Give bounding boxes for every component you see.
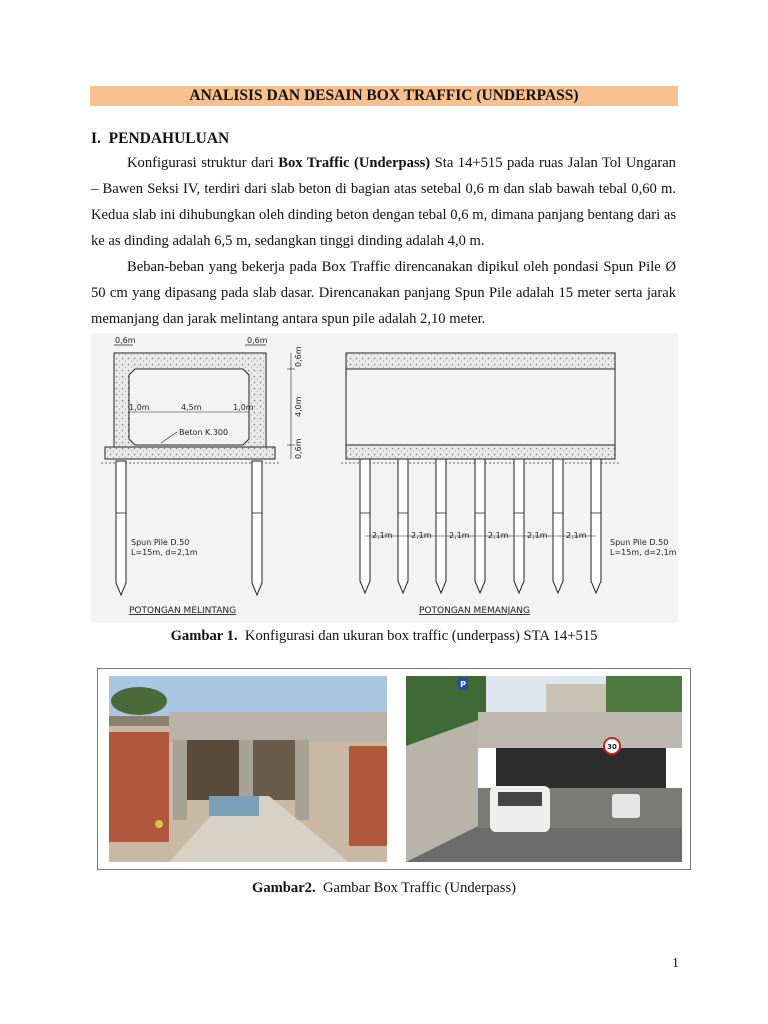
height-top-dim: 0,6m [294, 346, 303, 367]
long-section-label: POTONGAN MEMANJANG [419, 606, 531, 616]
pile-spacing-3: 2,1m [449, 531, 470, 540]
cross-pile-label-1: Spun Pile D.50 [131, 538, 190, 547]
parking-sign-text: P [460, 680, 466, 689]
span-dim: 4,5m [181, 403, 202, 412]
box-traffic-cad-drawing [91, 333, 678, 623]
bottom-slab-long [346, 445, 615, 459]
construction-photo [109, 676, 387, 862]
wall-right-dim: 0,6m [247, 336, 268, 345]
document-title: ANALISIS DAN DESAIN BOX TRAFFIC (UNDERPASS) [90, 86, 678, 106]
wall-left-dim: 0,6m [115, 336, 136, 345]
paragraph-2-text: Beban-beban yang bekerja pada Box Traffic direncanakan dipikul oleh pondasi Spun Pile Ø 50 cm yang dipasang pada slab dasar. Direncanakan panjang Spun Pile adalah 15 meter serta jarak memanjang dan jarak melintang antara spun pile adalah 2,10 meter. [91, 259, 676, 327]
page-number: 1 [672, 956, 679, 971]
figure-2-caption-text: Gambar Box Traffic (Underpass) [322, 880, 516, 896]
long-piles [360, 459, 601, 593]
height-wall-dim: 4,0m [294, 396, 303, 417]
wall-long [346, 369, 615, 445]
pile-spacing-4: 2,1m [488, 531, 509, 540]
longitudinal-section [341, 353, 677, 616]
cross-pile-label-2: L=15m, d=2,1m [131, 548, 198, 557]
figure-1-caption-text: Konfigurasi dan ukuran box traffic (underpass) STA 14+515 [244, 628, 598, 644]
cross-section [101, 336, 303, 616]
paragraph-2 [91, 254, 676, 332]
paragraph-1 [91, 150, 676, 254]
finished-underpass-photo [406, 676, 682, 862]
section-heading [91, 130, 229, 148]
haunch-left-dim: 1,0m [129, 403, 150, 412]
haunch-right-dim: 1,0m [233, 403, 254, 412]
figure-1-caption-label: Gambar 1. [170, 628, 238, 644]
long-pile-label-1: Spun Pile D.50 [610, 538, 669, 547]
pile-spacing-5: 2,1m [527, 531, 548, 540]
figure-1-drawing [91, 333, 678, 623]
top-slab-long [346, 353, 615, 369]
speed-sign-text: 30 [607, 743, 617, 751]
cross-piles [116, 461, 262, 595]
pile-spacing-1: 2,1m [372, 531, 393, 540]
height-bottom-dim: 0,6m [294, 438, 303, 459]
long-pile-label-2: L=15m, d=2,1m [610, 548, 677, 557]
pile-spacing-6: 2,1m [566, 531, 587, 540]
figure-2-caption [0, 880, 768, 897]
paragraph-1-lead: Konfigurasi struktur dari [127, 155, 279, 171]
figure-2-photos [97, 668, 691, 870]
paragraph-1-bold-term: Box Traffic (Underpass) [278, 155, 431, 171]
section-title: PENDAHULUAN [108, 130, 230, 147]
bottom-slab [105, 447, 275, 459]
concrete-grade-label: Beton K.300 [179, 428, 229, 437]
pile-spacing-2: 2,1m [411, 531, 432, 540]
section-number: I. [91, 130, 101, 147]
cross-section-label: POTONGAN MELINTANG [129, 606, 237, 616]
figure-1-caption [0, 628, 768, 645]
paragraph-1-body: Sta 14+515 pada ruas Jalan Tol Ungaran – Bawen Seksi IV, terdiri dari slab beton di bagian atas setebal 0,6 m dan slab bawah tebal 0,60 m. Kedua slab ini dihubungkan oleh dinding beton dengan tebal 0,6 m, dimana panjang bentang dari as ke as dinding adalah 6,5 m, sedangkan tinggi dinding adalah 4,0 m. [91, 155, 676, 249]
figure-2-caption-label: Gambar2. [251, 880, 316, 896]
